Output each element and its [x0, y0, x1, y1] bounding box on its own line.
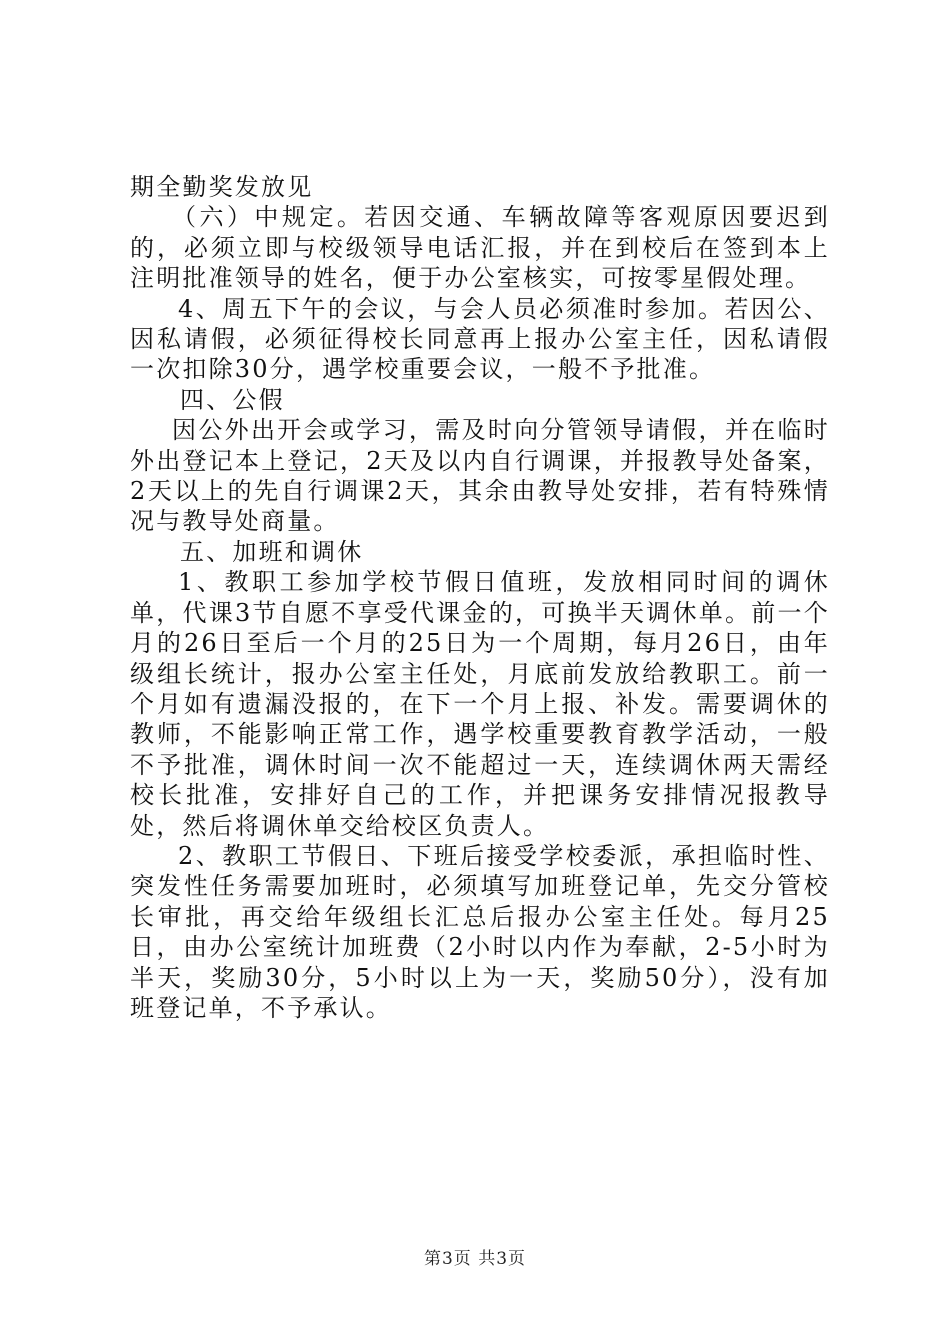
paragraph-overtime-registration: 2、教职工节假日、下班后接受学校委派，承担临时性、突发性任务需要加班时，必须填写加班登记单，先交分管校长审批，再交给年级组长汇总后报办公室主任处。每月25日，由办公室统计加班费（2小时以内作为奉献，2-5小时为半天，奖励30分，5小时以上为一天，奖励50分），没有加班登记单，不予承认。 [130, 841, 830, 1022]
paragraph-friday-meeting: 4、周五下午的会议，与会人员必须准时参加。若因公、因私请假，必须征得校长同意再上报办公室主任，因私请假一次扣除30分，遇学校重要会议，一般不予批准。 [130, 294, 830, 384]
paragraph-official-leave: 因公外出开会或学习，需及时向分管领导请假，并在临时外出登记本上登记，2天及以内自行调课，并报教导处备案，2天以上的先自行调课2天，其余由教导处安排，若有特殊情况与教导处商量。 [130, 416, 830, 536]
section-heading-official-leave: 四、公假 [180, 385, 285, 414]
section-heading-overtime: 五、加班和调休 [180, 537, 364, 566]
paragraph-tardiness-rule: （六）中规定。若因交通、车辆故障等客观原因要迟到的，必须立即与校级领导电话汇报，并在到校后在签到本上注明批准领导的姓名，便于办公室核实，可按零星假处理。 [130, 203, 830, 293]
page-footer: 第3页 共3页 [423, 1249, 527, 1269]
document-body [130, 172, 830, 1023]
paragraph-continuation: 期全勤奖发放见 [130, 173, 314, 201]
paragraph-overtime-duty: 1、教职工参加学校节假日值班，发放相同时间的调休单，代课3节自愿不享受代课金的，可换半天调休单。前一个月的26日至后一个月的25日为一个周期，每月26日，由年级组长统计，报办公室主任处，月底前发放给教职工。前一个月如有遗漏没报的，在下一个月上报、补发。需要调休的教师，不能影响正常工作，遇学校重要教育教学活动，一般不予批准，调休时间一次不能超过一天，连续调休两天需经校长批准，安排好自己的工作，并把课务安排情况报教导处，然后将调休单交给校区负责人。 [130, 568, 830, 840]
